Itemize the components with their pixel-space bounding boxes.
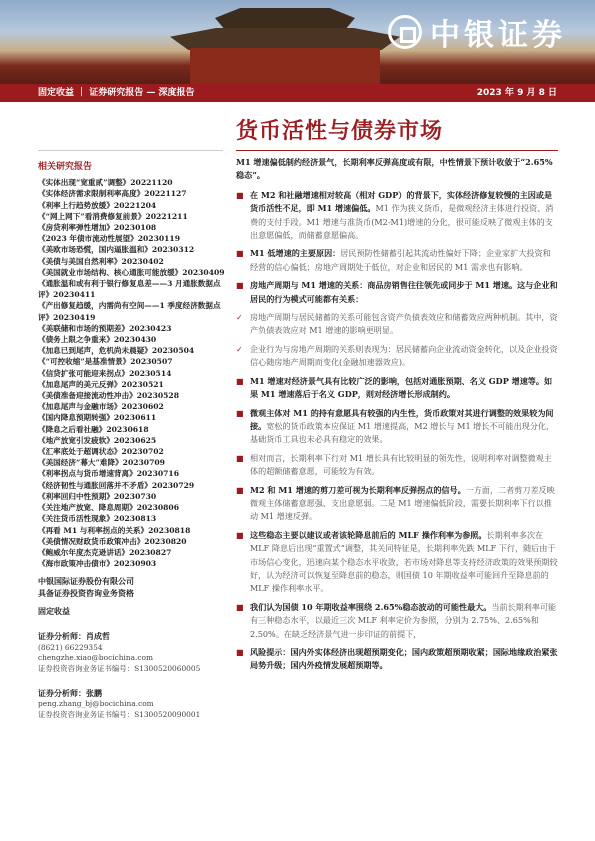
related-report-item[interactable]: 《地产放宽引发疲软》20230625 (38, 435, 157, 445)
square-bullet-icon: ■ (236, 601, 244, 612)
related-report-item[interactable]: 《美欧市场恐慌，国内逼胀温和》20230312 (38, 245, 195, 255)
related-report-item[interactable]: 《债务上限之争重来》20230430 (38, 335, 157, 345)
bullet-text: 长期利率多次在 MLF 降息后出现“重置式”调整，其关同特征是，长期利率先跌 MLF 下行，随后由于市场信心变化，迅速向某个稳态水平收敛，若市场对降息等支持经济政策的效果预期较好，认为经济可以恢复至降息前的稳态，则国债 10 年期收益率可能回升至降息前的 MLF 操作利率水平。 (250, 529, 558, 594)
sidebar-divider (38, 150, 223, 151)
bullet-bold-text: 房地产周期与 M1 增速的关系：商品房销售往往领先或同步于 M1 增速。这与企业和居民的行为模式可能都有关系： (250, 280, 558, 304)
related-report-item[interactable]: 《利率拐点与货币增速背离》20230716 (38, 469, 179, 479)
related-report-item[interactable]: 《2023 年债市流动性展望》20230119 (38, 234, 180, 244)
bullet-text: 相对而言，长期利率下行对 M1 增长具有比较明显的领先性，说明利率对调整微观主体的超额储蓄意愿，可能较为有效。 (250, 452, 552, 477)
square-bullet-icon: ■ (236, 189, 244, 200)
brand-name: 中银证券 (430, 18, 566, 53)
bullet-bold-text: 风险提示：国内外实体经济出现超预期变化；国内政策超预期收紧；国际地缘政治紧张局势升级；国内外疫情发展超预期等。 (250, 647, 558, 671)
bullet-bold-text: M1 低增速的主要原因： (250, 248, 341, 259)
analyst-cert: 证券投资咨询业务证书编号：S1300520090001 (38, 709, 201, 719)
report-title: 货币活性与债券市场 (236, 119, 444, 144)
bullet-item (236, 311, 558, 338)
brand-logo (388, 10, 566, 54)
related-report-item[interactable]: 《美国经济“幕大”难降》20230709 (38, 458, 165, 468)
related-report-item[interactable]: 《美联储和市场的预期差》20230423 (38, 323, 172, 333)
related-report-item[interactable]: 《海市政策冲击债市》20230903 (38, 559, 157, 569)
related-report-item[interactable]: 《信贷扩张可能迎来拐点》20230514 (38, 368, 172, 378)
square-bullet-icon: ■ (236, 484, 244, 495)
category-bar (0, 84, 595, 102)
related-report-item[interactable]: 《利率回归中性预期》20230730 (38, 491, 157, 501)
org-block (38, 575, 228, 617)
check-icon: ✓ (236, 312, 243, 323)
report-category: 固定收益 ｜ 证券研究报告 — 深度报告 (38, 88, 195, 98)
bullet-item (236, 279, 558, 306)
bullet-item (236, 343, 558, 370)
related-report-item[interactable]: 《“可控收缩”是基准情景》20230507 (38, 357, 173, 367)
bullet-bold-text: M1 增速对经济景气具有比较广泛的影响，包括对通胀预期、名义 GDP 增速等。如果 M1 增速落后于名义 GDP，则对经济增长形成制约。 (250, 375, 553, 400)
analyst-name: 证券分析师：张鹏 (38, 688, 102, 699)
bullet-item (236, 189, 558, 243)
bullet-item (236, 529, 558, 596)
related-report-item[interactable]: 《经济韧性与通胀回落并不矛盾》20230729 (38, 480, 195, 490)
main-content (236, 156, 558, 678)
related-report-item[interactable]: 《美债准备迎接流动性冲击》20230528 (38, 391, 179, 401)
header-banner (0, 0, 595, 84)
square-bullet-icon: ■ (236, 280, 244, 291)
related-report-item[interactable]: 《房贷利率弹性增加》20230108 (38, 223, 157, 233)
bullet-bold-text: 在 M2 和社融增速相对较高（相对 GDP）的背景下，实体经济修复较慢的主因或是货币活性不足，即 M1 增速偏低。 (250, 189, 553, 214)
bullet-text: 房地产周期与居民储蓄的关系可能包含资产负债表效应和储蓄效应两种机制。其中，资产负债表效应对 M1 增速的影响更明显。 (250, 312, 558, 336)
bullet-bold-text: M2 和 M1 增速的剪刀差可视为长期利率反弹拐点的信号。 (250, 484, 466, 495)
bullet-item (236, 247, 558, 274)
bullet-text: 一方面，二者剪刀差反映微观主体储蓄意愿强、支出意愿弱。二是 M1 增速偏低阶段，需要长期利率下行以推动 M1 增速反弹。 (250, 484, 555, 522)
related-report-item[interactable]: 《美国就业市场结构、核心通胀可能放缓》20230409 (38, 267, 225, 277)
boc-logo-icon (388, 15, 422, 49)
category-label: 固定收益 (38, 606, 70, 617)
palace-roof-upper (215, 8, 355, 28)
org-qualification: 具备证券投资咨询业务资格 (38, 588, 134, 599)
bullet-text: M1 作为狭义货币，是微观经济主体进行投资、消费的支付手段。M1 增速与准货币(M2-M1)增速的分化，很可能反映了微观主体的支出意愿偏低，而储蓄意愿偏高。 (250, 203, 554, 241)
check-icon: ✓ (236, 343, 243, 354)
bullet-text: 宽松的货币政策本应保证 M1 增速提高，M2 增长与 M1 增长不可能出现分化，基础货币工具也未必具有稳定的效果。 (250, 420, 555, 445)
related-reports-list (38, 177, 228, 569)
analyst-cert: 证券投资咨询业务证书编号：S1300520060005 (38, 663, 201, 673)
bullet-item (236, 407, 558, 447)
related-report-item[interactable]: 《加息已到尾声，危机尚未晨疑》20230504 (38, 346, 195, 356)
analyst-name: 证券分析师：肖成哲 (38, 631, 110, 642)
sidebar (38, 162, 228, 720)
square-bullet-icon: ■ (236, 248, 244, 259)
bullet-item (236, 646, 558, 673)
bullet-text: 企业行为与房地产周期的关系则表现为：居民储蓄向企业流动资金转化，以及企业投资信心随房地产周期而变化(金融加速器效应)。 (250, 343, 558, 368)
square-bullet-icon: ■ (236, 375, 244, 386)
related-reports-heading: 相关研究报告 (38, 162, 93, 172)
bullet-item (236, 484, 558, 524)
analyst-email[interactable]: peng.zhang_bj@bocichina.com (38, 699, 154, 709)
square-bullet-icon: ■ (236, 529, 244, 540)
bullet-item (236, 375, 558, 402)
org-name: 中银国际证券股份有限公司 (38, 576, 134, 587)
related-report-item[interactable]: 《通胀温和或有利于银行修复息差——3 月通胀数据点评》20230411 (38, 279, 221, 300)
related-report-item[interactable]: 《汇率底处于超调状态》20230702 (38, 447, 164, 457)
bullet-item (236, 452, 558, 479)
related-report-item[interactable]: 《加息尾声的美元反弹》20230521 (38, 379, 164, 389)
related-report-item[interactable]: 《加息尾声与金融市场》20230602 (38, 402, 164, 412)
bullet-list (236, 189, 558, 673)
related-report-item[interactable]: 《鲍威尔年度杰克逊讲话》20230827 (38, 547, 172, 557)
related-report-item[interactable]: 《“网上网下”看消费修复前景》20221211 (38, 211, 188, 221)
related-report-item[interactable]: 《美债情况财政货币政策冲击》20230820 (38, 536, 187, 546)
analyst-email[interactable]: chengzhe.xiao@bocichina.com (38, 653, 153, 663)
summary: M1 增速偏低制约经济景气，长期利率反弹高度或有限，中性情景下预计收敛于“2.65%稳态”。 (236, 157, 553, 181)
analysts-block (38, 631, 228, 720)
title-divider (236, 150, 558, 151)
related-report-item[interactable]: 《产出修复趋缓，内需尚有空间——1 季度经济数据点评》20230419 (38, 301, 221, 322)
bullet-text: 当前长期利率可能有三种稳态水平，以最近三次 MLF 利率定价为参照，分别为 2.75%、2.65%和 2.50%。在缺乏经济景气进一步印证的前提下， (250, 601, 557, 639)
bullet-item (236, 601, 558, 641)
related-report-item[interactable]: 《降息之后看社融》20230618 (38, 424, 149, 434)
related-report-item[interactable]: 《国内降息预期转强》20230611 (38, 413, 157, 423)
square-bullet-icon: ■ (236, 452, 244, 463)
related-report-item[interactable]: 《关注货币活性现象》20230813 (38, 514, 157, 524)
related-report-item[interactable]: 《实体出现“宽重贰”调整》20221120 (38, 178, 173, 188)
bullet-bold-text: 微观主体对 M1 的持有意愿具有较强的内生性，货币政策对其进行调整的效果较为间接。 (250, 407, 554, 431)
bullet-bold-text: 我们认为国债 10 年期收益率围绕 2.65%稳态波动的可能性最大。 (250, 601, 492, 612)
bullet-bold-text: 这些稳态主要以建议或者该轮降息前后的 MLF 操作利率为参照。 (250, 529, 487, 540)
square-bullet-icon: ■ (236, 647, 244, 657)
related-report-item[interactable]: 《利率上行趋势放缓》20221204 (38, 200, 157, 210)
bullet-text: 居民预防性储蓄引起其流动性偏好下降；企业家扩大投资和经营的信心偏低；房地产周期处于低位，对企业和居民的 M1 需求也有影响。 (250, 248, 551, 272)
related-report-item[interactable]: 《实体经济需求限制利率高度》20221127 (38, 189, 187, 199)
analyst-phone: (8621) 66229354 (38, 642, 103, 652)
related-report-item[interactable]: 《美债与美国自然利率》20230402 (38, 256, 164, 266)
related-report-item[interactable]: 《关注地产放宽、降息周期》20230806 (38, 503, 179, 513)
palace-roof (170, 28, 400, 50)
related-report-item[interactable]: 《再看 M1 与利率拐点的关系》20230818 (38, 525, 191, 535)
palace-hall (190, 48, 380, 84)
report-date: 2023 年 9 月 8 日 (476, 88, 557, 98)
square-bullet-icon: ■ (236, 407, 244, 418)
